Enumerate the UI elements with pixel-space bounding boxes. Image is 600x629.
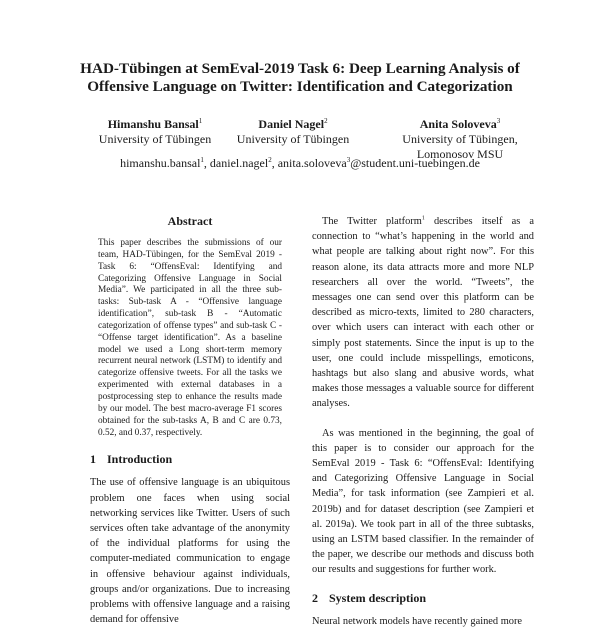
section-heading-system-description — [312, 591, 534, 606]
section-title: System description — [329, 590, 426, 605]
introduction-text: The use of offensive language is an ubiquitous problem one faces when using social networking services like Twitter. Users of such services often take advantage of the anonymity of the individual platforms for using the computer-mediated communication to engage in offensive behaviour against individuals, groups and/or organizations. Due to increasing problems with offensive language and a raising demand for offensive — [90, 477, 290, 626]
email-mark: 1 — [200, 156, 204, 164]
email-part: , daniel.nagel — [203, 156, 269, 170]
author-name: Himanshu Bansal — [107, 117, 199, 131]
author-block-nagel — [228, 114, 358, 147]
author-mark: 2 — [324, 117, 328, 125]
footnote-mark: 1 — [421, 215, 425, 222]
section-title: Introduction — [107, 452, 173, 467]
abstract-text: This paper describes the submissions of our team, HAD-Tübingen, for the SemEval 2019 - Task 6: “OffensEval: Identifying and Categorizing Offensive Language in Social Media”. We participated in all the three sub-tasks: Sub-task A - “Offensive language identification”, sub-task B - “Automatic categorization of offense types” and sub-task C - “Offense target identification”. As a baseline model we used a Long short-term memory recurrent neural network (LSTM) to identify and categorize offensive tweets. For all the tasks we experimented with external databases in a postprocessing step to enhance the results made by our model. The best macro-average F1 scores obtained for the sub-tasks A, B and C are 0.73, 0.52, and 0.37, respectively. — [98, 238, 282, 438]
author-affiliation: University of Tübingen, — [402, 132, 518, 146]
paper-title — [60, 60, 540, 96]
system-description-text: Neural network models have recently gained more — [312, 615, 523, 627]
paragraph-part: The Twitter platform — [322, 216, 422, 227]
right-paragraph-2: As was mentioned in the beginning, the goal of this paper is to consider our approach for the SemEval 2019 - Task 6: “OffensEval: Identifying and Categorizing Offensive Language in Social Media”, for task information (see Zampieri et al. 2019b) and for dataset description (see Zampieri et al. 2019a). We took part in all of the three subtasks, using an LSTM based classifier. In the remainder of the paper, we describe our methods and discuss both our results and suggestions for further work. — [312, 427, 534, 576]
author-name: Anita Soloveva — [419, 117, 497, 131]
email-mark: 3 — [346, 156, 351, 164]
author-name: Daniel Nagel — [258, 117, 325, 131]
author-mark: 3 — [496, 117, 501, 125]
right-paragraph-1 — [312, 214, 534, 412]
section-number: 2 — [312, 590, 318, 605]
title-line-2: Offensive Language on Twitter: Identification and Categorization — [87, 78, 513, 95]
right-column — [312, 214, 534, 627]
left-column — [90, 214, 290, 626]
author-block-bansal — [80, 114, 230, 147]
author-affiliation: University of Tübingen — [236, 132, 350, 146]
author-affiliation-2: Lomonosov MSU — [416, 147, 504, 161]
email-part: himanshu.bansal — [120, 156, 201, 170]
section-number: 1 — [90, 452, 96, 467]
section-heading-introduction — [90, 452, 290, 467]
email-part: , anita.soloveva — [271, 156, 347, 170]
paragraph-part: describes itself as a connection to “what’s happening in the world and what people are talking about right now”. For this reason alone, its data attracts more and more NLP researchers all over the world. “Tweets”, the messages one can send over this platform can be described as micro-texts, limited to 280 characters, over which users can interact with each other or simply post statements. Since the input is up to the user, one could include misspellings, emoticons, hashtags but also slang and abusive words, what makes those messages a valuable source for different analyses. — [312, 216, 534, 410]
author-mark: 1 — [198, 117, 203, 125]
email-domain: @student.uni-tuebingen.de — [350, 156, 480, 170]
author-affiliation: University of Tübingen — [98, 132, 212, 146]
email-mark: 2 — [268, 156, 272, 164]
author-emails — [60, 153, 540, 171]
title-line-1: HAD-Tübingen at SemEval-2019 Task 6: Deep Learning Analysis of — [80, 60, 520, 77]
abstract-heading: Abstract — [167, 214, 213, 228]
